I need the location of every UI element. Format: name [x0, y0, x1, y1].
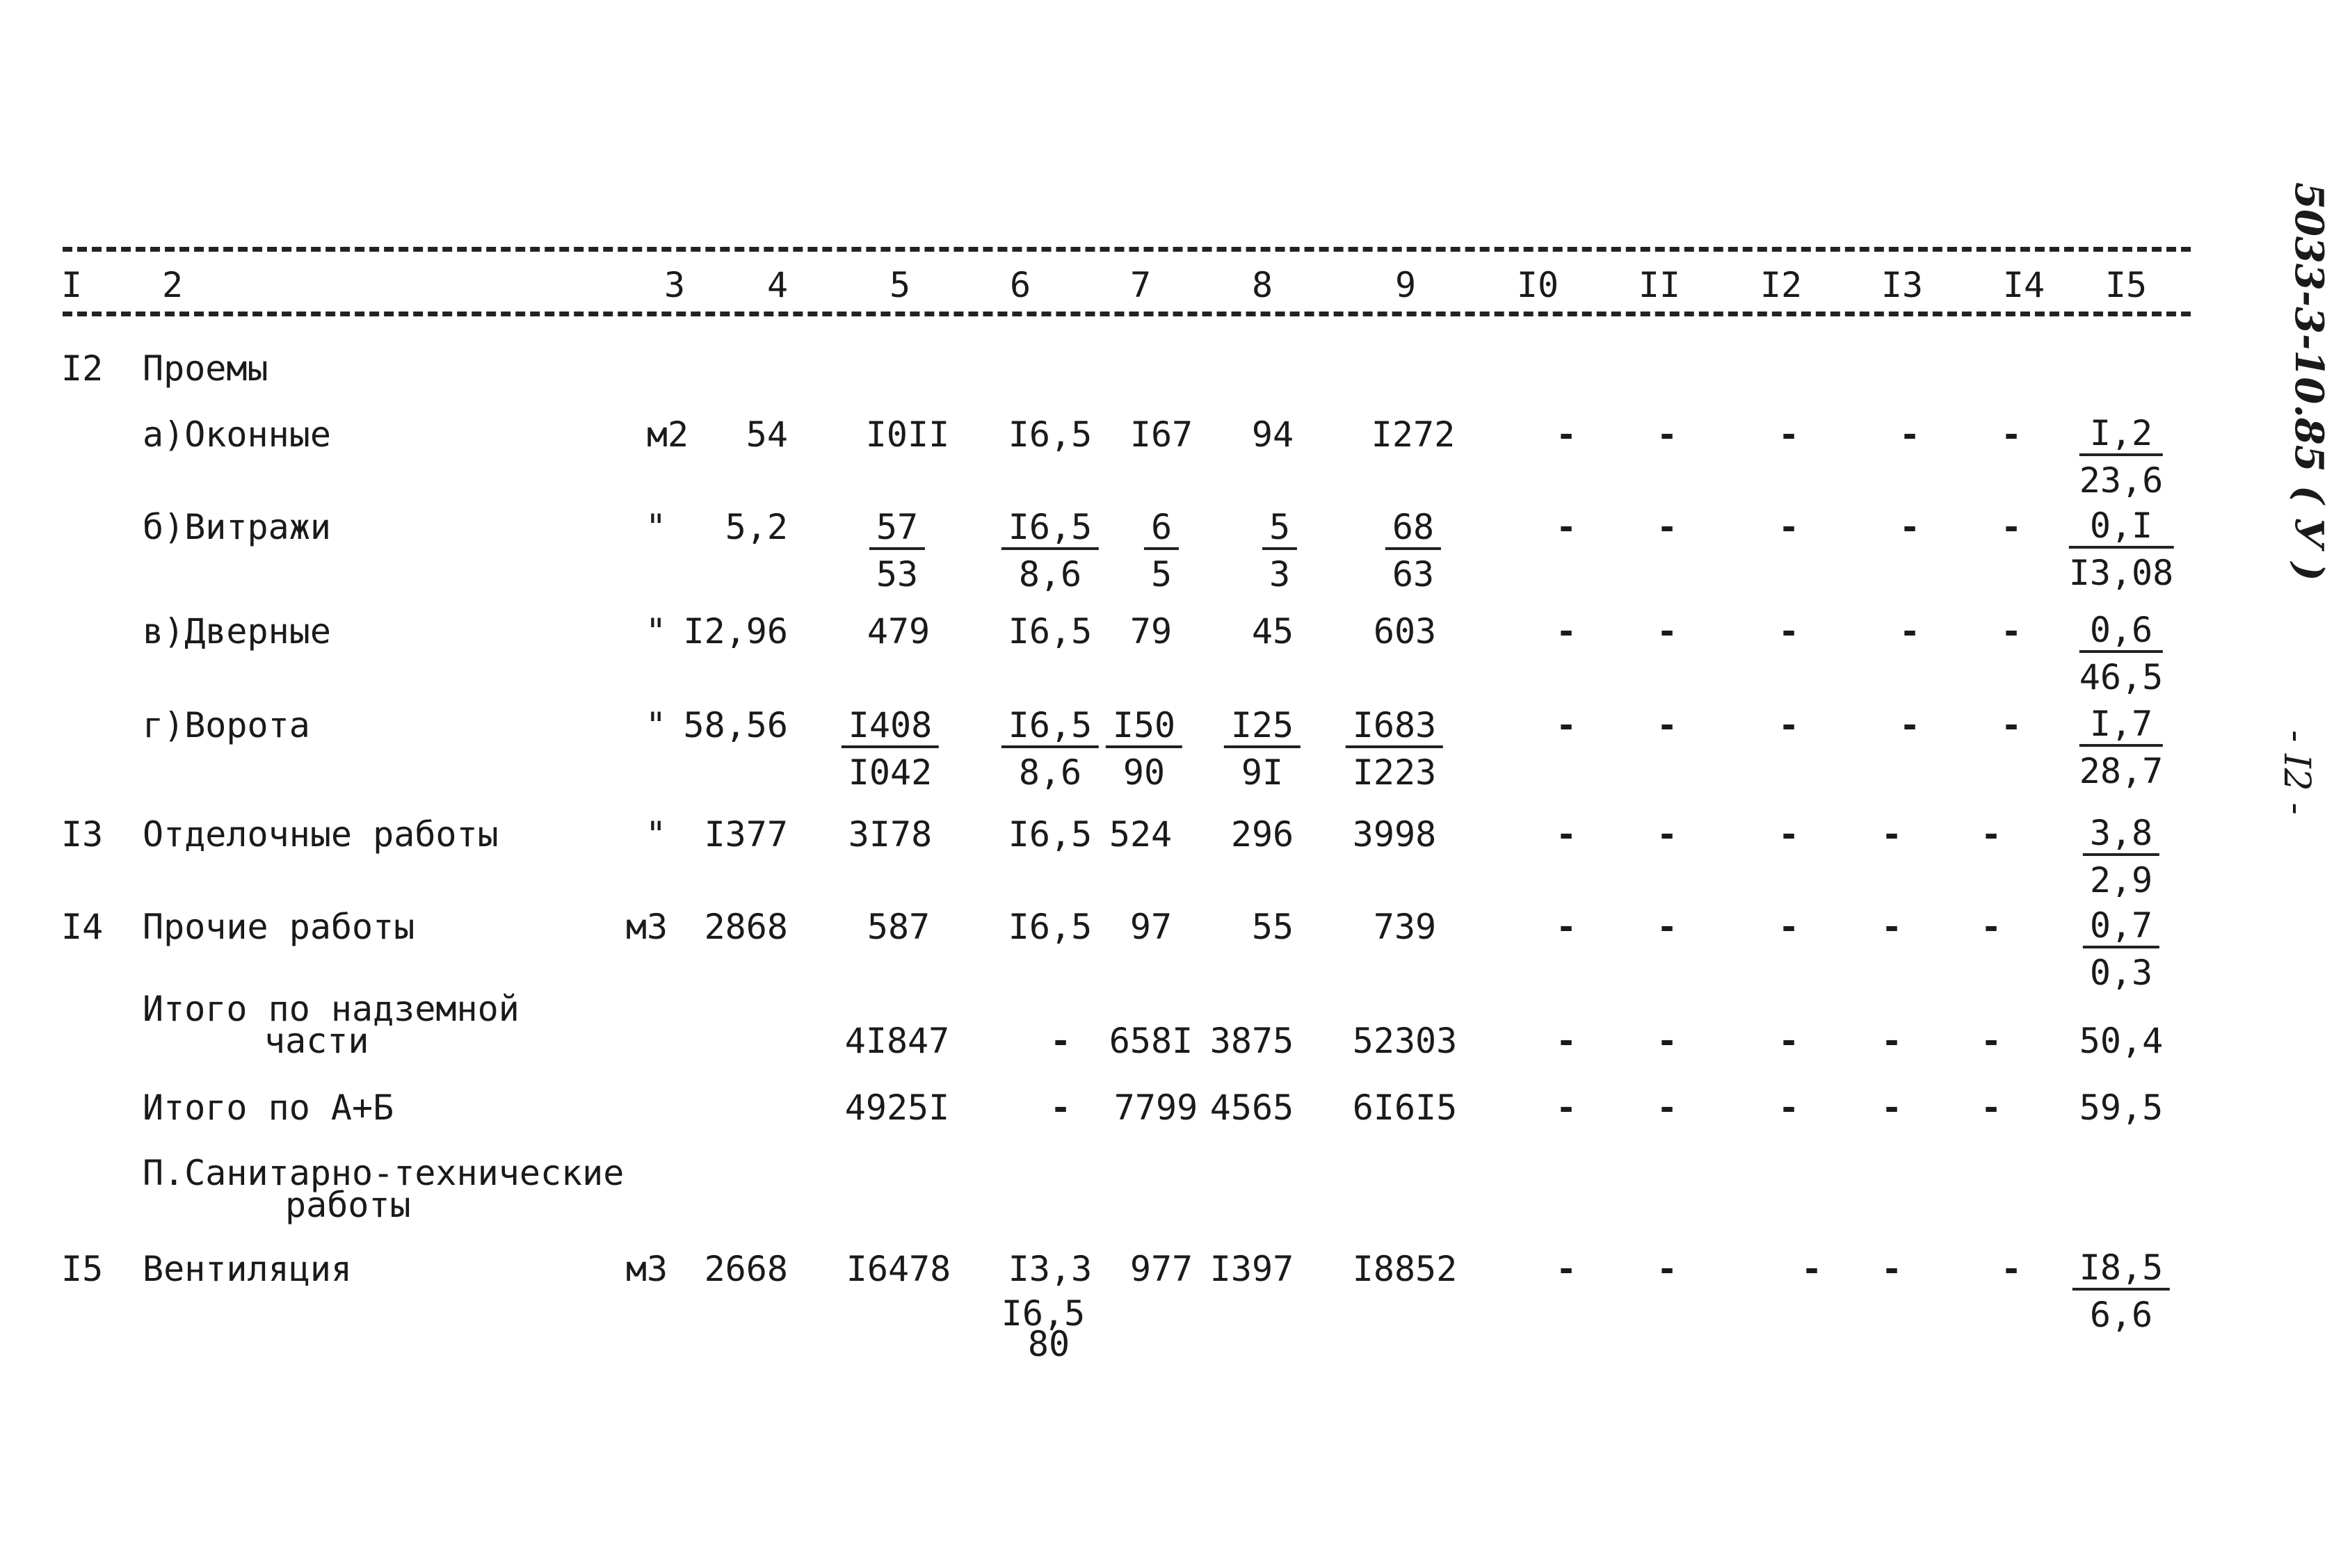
cell-col-9: 739 [1373, 907, 1437, 947]
section-title-continued: работы [285, 1185, 411, 1225]
cell-col-9: 603 [1373, 611, 1437, 652]
cell-col-6: I3,3 [1008, 1249, 1093, 1289]
cell-col-12: - [1778, 1088, 1800, 1128]
qty-cell: 54 [746, 414, 788, 455]
header-col-2: 2 [161, 265, 184, 305]
row-name: Проемы [143, 348, 268, 389]
header-col-11: II [1638, 265, 1681, 305]
row-name: г)Ворота [143, 705, 310, 745]
header-col-15: I5 [2104, 265, 2148, 305]
unit-cell: " [645, 705, 667, 745]
cell-col-15: $\frac{I8,5}{6,6}$ [2073, 1250, 2170, 1332]
cell-col-6: $\frac{I6,5}{8,6}$ [1001, 510, 1099, 592]
qty-cell: 5,2 [725, 507, 788, 547]
cell-col-10: - [1555, 507, 1577, 547]
cell-col-5: 4925I [844, 1088, 950, 1128]
cell-col-15: 50,4 [2079, 1021, 2164, 1061]
cell-col-13: - [1881, 1249, 1903, 1289]
cell-col-10: - [1555, 1021, 1577, 1061]
header-col-10: I0 [1516, 265, 1559, 305]
cell-col-13: - [1899, 611, 1921, 652]
cell-col-7: 7799 [1113, 1088, 1198, 1128]
cell-col-14: - [2000, 414, 2022, 455]
cell-col-5: I0II [865, 414, 950, 455]
cell-col-14: - [2000, 507, 2022, 547]
cell-col-14: - [2000, 611, 2022, 652]
document-code: 5033-3-10.85 ( У ) [2286, 182, 2332, 581]
cell-col-13: - [1899, 507, 1921, 547]
header-bottom-rule [63, 312, 2191, 316]
cell-col-12: - [1778, 611, 1800, 652]
cell-col-9: I8852 [1352, 1249, 1458, 1289]
unit-cell: " [645, 611, 667, 652]
header-col-7: 7 [1129, 265, 1152, 305]
cell-col-7: I67 [1129, 414, 1193, 455]
cell-col-6: I6,5 [1008, 611, 1093, 652]
cell-col-6: - [1049, 1021, 1072, 1061]
cell-col-13: - [1881, 1021, 1903, 1061]
cell-col-11: - [1656, 1249, 1678, 1289]
cell-col-9: 6I6I5 [1352, 1088, 1458, 1128]
row-number: I2 [61, 348, 104, 389]
header-col-4: 4 [766, 265, 789, 305]
header-top-rule [63, 247, 2191, 252]
row-name-continued: части [264, 1021, 369, 1061]
row-name: а)Оконные [143, 414, 331, 455]
row-name: Отделочные работы [143, 814, 499, 855]
cell-col-8: $\frac{5}{3}$ [1262, 510, 1297, 592]
cell-col-12: - [1778, 814, 1800, 855]
row-name: Итого по А+Б [143, 1088, 394, 1128]
cell-col-7: 977 [1129, 1249, 1193, 1289]
cell-col-10: - [1555, 414, 1577, 455]
cell-col-5: 479 [867, 611, 931, 652]
cell-col-6: I6,5 [1008, 414, 1093, 455]
cell-col-6: I6,5 [1008, 814, 1093, 855]
cell-col-12: - [1778, 507, 1800, 547]
cell-col-9: $\frac{68}{63}$ [1385, 510, 1441, 592]
cell-col-8: 94 [1251, 414, 1294, 455]
qty-cell: I2,96 [683, 611, 788, 652]
cell-col-12: - [1778, 907, 1800, 947]
cell-col-13: - [1881, 1088, 1903, 1128]
cell-col-11: - [1656, 1021, 1678, 1061]
cell-col-14: - [1980, 1088, 2002, 1128]
row-name: Итого по надземной [143, 989, 520, 1029]
unit-cell: " [645, 507, 667, 547]
cell-col-7: $\frac{I50}{90}$ [1106, 708, 1182, 790]
qty-cell: 2868 [704, 907, 788, 947]
cell-col-7: 524 [1109, 814, 1173, 855]
cell-col-11: - [1656, 814, 1678, 855]
cell-col-6: I6,5 [1008, 907, 1093, 947]
cell-col-8: 45 [1251, 611, 1294, 652]
cell-col-15: 59,5 [2079, 1088, 2164, 1128]
qty-cell: 58,56 [683, 705, 788, 745]
cell-col-6-note: 80 [1027, 1324, 1070, 1364]
cell-col-11: - [1656, 611, 1678, 652]
header-col-13: I3 [1881, 265, 1924, 305]
cell-col-13: - [1881, 814, 1903, 855]
cell-col-14: - [1980, 1021, 2002, 1061]
cell-col-10: - [1555, 1088, 1577, 1128]
cell-col-11: - [1656, 507, 1678, 547]
cell-col-5: I6478 [846, 1249, 951, 1289]
cell-col-9: $\frac{I683}{I223}$ [1346, 708, 1443, 790]
header-col-6: 6 [1009, 265, 1031, 305]
cell-col-15: $\frac{I,7}{28,7}$ [2079, 704, 2164, 791]
cell-col-9: I272 [1371, 414, 1456, 455]
unit-cell: м3 [625, 907, 668, 947]
cell-col-10: - [1555, 907, 1577, 947]
cell-col-14: - [2000, 705, 2022, 745]
cell-col-6: - [1049, 1088, 1072, 1128]
unit-cell: м3 [625, 1249, 668, 1289]
row-number: I5 [61, 1249, 104, 1289]
cell-col-7: 79 [1129, 611, 1173, 652]
row-name: б)Витражи [143, 507, 331, 547]
unit-cell: " [645, 814, 667, 855]
cell-col-12: - [1778, 705, 1800, 745]
row-name: Вентиляция [143, 1249, 353, 1289]
cell-col-15: $\frac{0,6}{46,5}$ [2079, 610, 2164, 697]
cell-col-15: $\frac{I,2}{23,6}$ [2079, 413, 2164, 501]
header-col-8: 8 [1251, 265, 1273, 305]
row-name: Прочие работы [143, 907, 415, 947]
cell-col-10: - [1555, 814, 1577, 855]
cell-col-14: - [1980, 907, 2002, 947]
cell-col-14: - [1980, 814, 2002, 855]
row-number: I3 [61, 814, 104, 855]
cell-col-10: - [1555, 705, 1577, 745]
cell-col-12: - [1801, 1249, 1823, 1289]
header-col-9: 9 [1394, 265, 1417, 305]
section-title: П.Санитарно-технические [143, 1153, 625, 1193]
qty-cell: 2668 [704, 1249, 788, 1289]
cell-col-7: $\frac{6}{5}$ [1144, 510, 1179, 592]
cell-col-6-note: I6,5 [1001, 1293, 1086, 1334]
cell-col-12: - [1778, 1021, 1800, 1061]
header-col-14: I4 [2002, 265, 2045, 305]
row-name: в)Дверные [143, 611, 331, 652]
cell-col-5: $\frac{I408}{I042}$ [842, 708, 939, 790]
row-number: I4 [61, 907, 104, 947]
cell-col-7: 658I [1109, 1021, 1193, 1061]
cell-col-15: $\frac{0,I}{I3,08}$ [2068, 506, 2174, 593]
cell-col-13: - [1899, 414, 1921, 455]
unit-cell: м2 [646, 414, 689, 455]
cell-col-7: 97 [1129, 907, 1173, 947]
cell-col-13: - [1881, 907, 1903, 947]
cell-col-13: - [1899, 705, 1921, 745]
cell-col-5: $\frac{57}{53}$ [869, 510, 925, 592]
page-number: - I2 - [2276, 730, 2317, 815]
cell-col-11: - [1656, 907, 1678, 947]
cell-col-15: $\frac{0,7}{0,3}$ [2083, 908, 2159, 990]
cell-col-11: - [1656, 1088, 1678, 1128]
cell-col-11: - [1656, 414, 1678, 455]
cell-col-11: - [1656, 705, 1678, 745]
cell-col-6: $\frac{I6,5}{8,6}$ [1001, 708, 1099, 790]
cell-col-12: - [1778, 414, 1800, 455]
cell-col-10: - [1555, 611, 1577, 652]
cell-col-15: $\frac{3,8}{2,9}$ [2083, 816, 2159, 898]
header-col-5: 5 [889, 265, 911, 305]
cell-col-14: - [2000, 1249, 2022, 1289]
cell-col-5: 4I847 [844, 1021, 950, 1061]
cell-col-8: 55 [1251, 907, 1294, 947]
cell-col-9: 52303 [1352, 1021, 1458, 1061]
qty-cell: I377 [704, 814, 788, 855]
cell-col-8: I397 [1209, 1249, 1294, 1289]
header-col-3: 3 [663, 265, 686, 305]
header-col-1: I [61, 265, 83, 305]
cell-col-8: 296 [1230, 814, 1294, 855]
cell-col-8: $\frac{I25}{9I}$ [1224, 708, 1301, 790]
cell-col-8: 3875 [1209, 1021, 1294, 1061]
cell-col-9: 3998 [1352, 814, 1437, 855]
cell-col-5: 3I78 [848, 814, 933, 855]
cell-col-5: 587 [867, 907, 931, 947]
cell-col-8: 4565 [1209, 1088, 1294, 1128]
cell-col-10: - [1555, 1249, 1577, 1289]
header-col-12: I2 [1760, 265, 1803, 305]
